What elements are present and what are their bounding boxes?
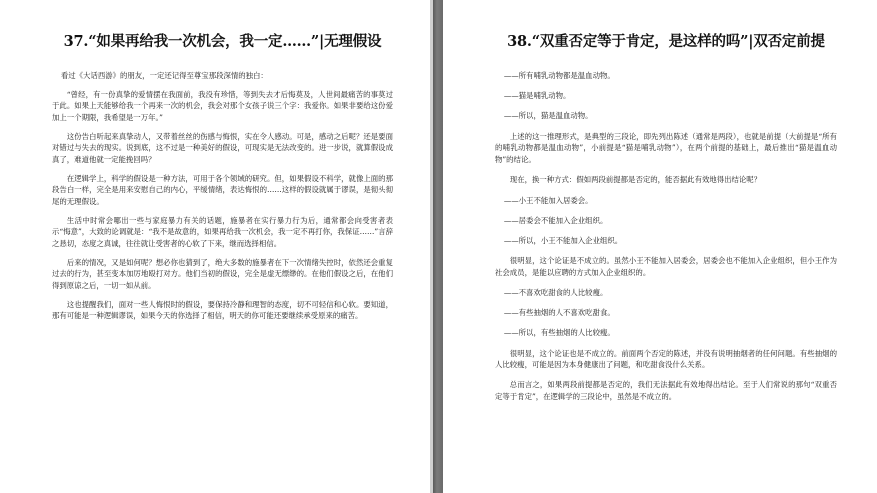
paragraph: 上述的这一推理形式，是典型的三段论，即先列出陈述（通常是两段），也就是前提（大前提是“所有的哺乳动物都是温血动物”，小前提是“猫是哺乳动物”），在两个前提的基础上，最后推出“猫是温血动物”的结论。: [495, 131, 837, 164]
paragraph: ——所以，有些抽烟的人比较瘦。: [503, 328, 615, 337]
paragraph: ——小王不能加入居委会。: [503, 195, 593, 205]
paragraph: 这份告白听起来真挚动人，又带着丝丝的伤感与悔恨，实在令人感动。可是，感动之后呢？还是要面对错过与失去的现实。说到底，这不过是一种美好的假设，可现实是无法改变的。进一步说，就算假设成真了，难道他就一定能挽回吗？: [52, 131, 393, 164]
paragraph: ——不喜欢吃甜食的人比较瘦。: [503, 288, 608, 298]
paragraph: 看过《大话西游》的朋友，一定还记得至尊宝那段深情的独白：: [60, 71, 268, 80]
paragraph: ——有些抽烟的人不喜欢吃甜食。: [503, 308, 615, 318]
paragraph: 在逻辑学上，科学的假设是一种方法，可用于各个领域的研究。但，如果假设不科学，就像上面的那段告白一样，完全是用来安慰自己的内心，平缓情绪，表达悔恨的……这样的假设就属于谬误，是彻头彻尾的无理假设。: [52, 173, 393, 206]
paragraph: ——所以，小王不能加入企业组织。: [503, 235, 623, 245]
paragraph: 后来的情况，又是如何呢？想必你也猜到了，绝大多数的施暴者在下一次情绪失控时，依然还会重复过去的行为，甚至变本加厉地殴打对方。他们当初的假设，完全是虚无缥缈的。在他们假设之后，在他们得到原谅之后，一切一如从前。: [52, 257, 393, 290]
paragraph: 很明显，这个论证是不成立的。虽然小王不能加入居委会，居委会也不能加入企业组织，但小王作为社会成员，是能以应聘的方式加入企业组织的。: [495, 256, 837, 278]
paragraph: ——居委会不能加入企业组织。: [503, 215, 608, 225]
right-page-title: 38.“双重否定等于肯定，是这样的吗”|双否定前提: [507, 33, 825, 50]
paragraph: 很明显，这个论证也是不成立的。前面两个否定的陈述，并没有说明抽烟者的任何问题。有些抽烟的人比较瘦，可能是因为本身健康出了问题，和吃甜食没什么关系。: [495, 348, 837, 370]
paragraph: 生活中时常会哪出一些与家庭暴力有关的话题，施暴者在实行暴力行为后，通常都会向受害者表示“悔意”，大致的论调就是：“我不是故意的，如果再给我一次机会，我一定不再打你，我保证……”言辞之恳切，态度之真诚，往往就让受害者的心软了下来，继而选择相信。: [52, 215, 393, 248]
left-page: [0, 0, 433, 493]
paragraph: 总而言之，如果两段前提都是否定的，我们无法据此有效地得出结论。至于人们常说的那句“双重否定等于肯定”，在逻辑学的三段论中，虽然是不成立的。: [495, 380, 837, 401]
left-page-title: 37.“如果再给我一次机会，我一定……”|无理假设: [63, 33, 382, 50]
paragraph: “曾经，有一份真挚的爱情摆在我面前，我没有珍惜，等到失去才后悔莫及，人世间最痛苦的事莫过于此。如果上天能够给我一个再来一次的机会，我会对那个女孩子说三个字：我爱你。如果非要给这份爱加上一个期限，我希望是一万年。”: [52, 89, 393, 122]
right-page: [443, 0, 877, 493]
paragraph: ——所以，猫是温血动物。: [503, 110, 593, 120]
paragraph: 现在，换一种方式：假如两段前提都是否定的，能否据此有效地得出结论呢？: [509, 174, 762, 184]
paragraph: ——所有哺乳动物都是温血动物。: [503, 71, 615, 80]
page-gutter: [433, 0, 443, 493]
paragraph: ——猫是哺乳动物。: [503, 90, 571, 100]
paragraph: 这也提醒我们，面对一些人悔恨时的假设，要保持冷静和理智的态度，切不可轻信和心软。要知道，那有可能是一种逻辑谬误，如果今天的你选择了相信，明天的你可能还要继续承受原来的痛苦。: [52, 299, 393, 321]
